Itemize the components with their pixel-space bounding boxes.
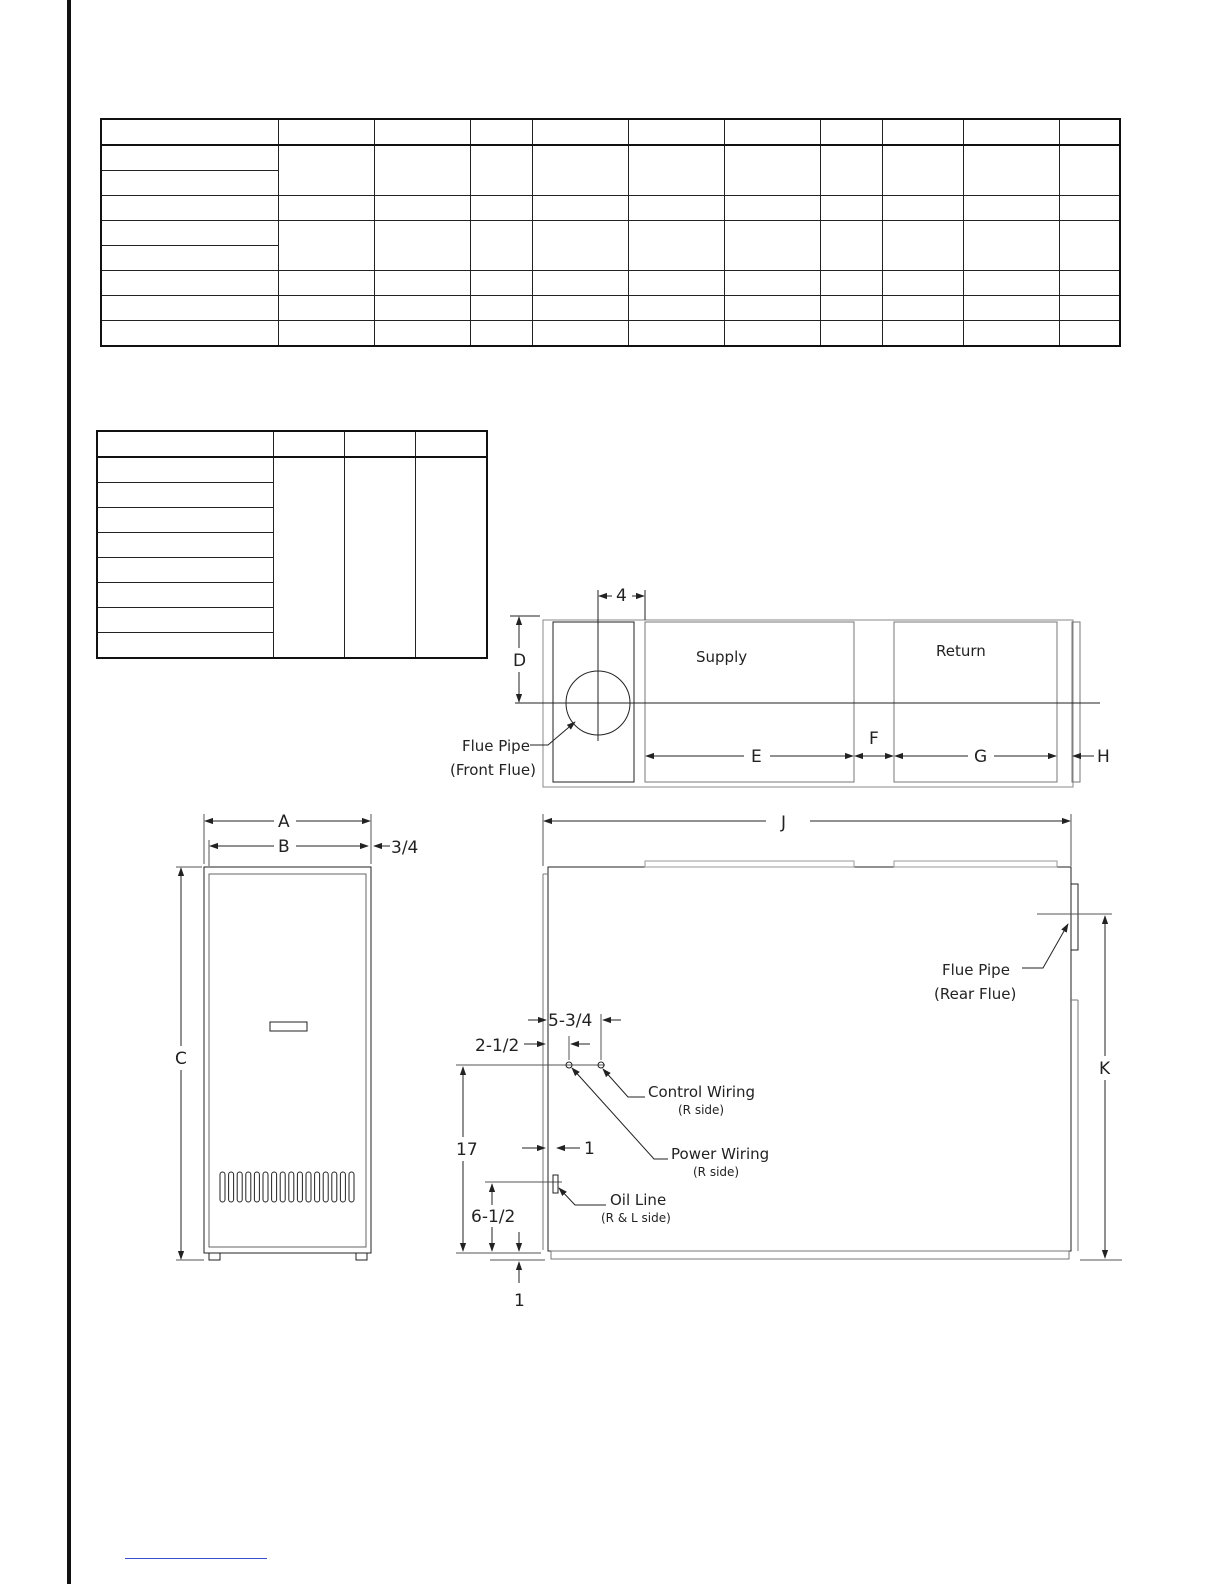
dim-F bbox=[855, 729, 893, 756]
control-wiring-callout bbox=[603, 1069, 755, 1117]
supply-flange bbox=[645, 861, 854, 867]
louver-slot bbox=[220, 1172, 225, 1202]
louver-slot bbox=[306, 1172, 311, 1202]
dim-17-label: 17 bbox=[456, 1140, 478, 1160]
dim-C-label: C bbox=[175, 1049, 187, 1069]
dim-F-label: F bbox=[869, 729, 879, 749]
burner-compartment bbox=[553, 622, 634, 782]
dim-B bbox=[210, 835, 368, 857]
flue-pipe-front-label: Flue Pipe bbox=[462, 737, 530, 755]
flue-pipe-rear-label: Flue Pipe bbox=[942, 961, 1010, 979]
front-foot-left bbox=[209, 1253, 220, 1260]
louver-slot bbox=[246, 1172, 251, 1202]
dim-5-3-4-label: 5-3/4 bbox=[548, 1011, 593, 1031]
dim-2-1-2 bbox=[475, 1036, 590, 1056]
oil-line-side: (R & L side) bbox=[601, 1211, 671, 1225]
louver-slot bbox=[332, 1172, 337, 1202]
dim-D-label: D bbox=[513, 651, 527, 671]
louver-slot bbox=[340, 1172, 345, 1202]
dim-E bbox=[646, 745, 853, 767]
dim-1-oil-label: 1 bbox=[584, 1139, 595, 1159]
oil-line-callout bbox=[559, 1188, 671, 1225]
louver-slot bbox=[315, 1172, 320, 1202]
return-label: Return bbox=[936, 642, 986, 660]
oil-line-label: Oil Line bbox=[610, 1191, 667, 1209]
dim-H bbox=[1073, 747, 1110, 767]
dim-A-label: A bbox=[278, 812, 290, 832]
control-wiring-side: (R side) bbox=[678, 1103, 725, 1117]
flue-pipe-rear-callout bbox=[934, 924, 1068, 1003]
supply-label: Supply bbox=[696, 648, 748, 666]
louver-slot bbox=[349, 1172, 354, 1202]
louver-slot bbox=[323, 1172, 328, 1202]
dim-D bbox=[509, 617, 529, 702]
dim-K bbox=[1095, 916, 1115, 1258]
rear-flue-collar bbox=[1071, 884, 1078, 950]
flue-pipe-front-callout bbox=[450, 722, 575, 779]
dim-6-1-2 bbox=[470, 1184, 516, 1251]
front-door bbox=[209, 874, 366, 1247]
front-foot-right bbox=[356, 1253, 367, 1260]
side-base bbox=[551, 1251, 1069, 1259]
power-wiring-label: Power Wiring bbox=[671, 1145, 770, 1163]
louver-slot bbox=[280, 1172, 285, 1202]
dim-G-label: G bbox=[974, 747, 988, 767]
dim-A bbox=[205, 810, 370, 832]
louver-slot bbox=[272, 1172, 277, 1202]
top-view bbox=[510, 590, 1100, 787]
louver-slot bbox=[297, 1172, 302, 1202]
dim-1-base-label: 1 bbox=[514, 1291, 525, 1311]
dim-K-label: K bbox=[1099, 1059, 1111, 1079]
dim-J-label: J bbox=[781, 813, 787, 833]
dim-1-base bbox=[514, 1232, 525, 1311]
dim-4-label: 4 bbox=[616, 586, 627, 606]
louver-slot bbox=[237, 1172, 242, 1202]
footer-link-underline[interactable] bbox=[125, 1558, 267, 1559]
dim-3-4 bbox=[374, 838, 418, 858]
power-wiring-side: (R side) bbox=[693, 1165, 740, 1179]
dim-J bbox=[544, 809, 1070, 833]
dim-E-label: E bbox=[751, 747, 762, 767]
oil-line-knockout bbox=[553, 1175, 558, 1193]
side-view bbox=[456, 814, 1122, 1260]
flue-pipe-rear-sub: (Rear Flue) bbox=[934, 985, 1017, 1003]
louver-slot bbox=[289, 1172, 294, 1202]
louver-slot bbox=[254, 1172, 259, 1202]
door-handle bbox=[270, 1022, 307, 1031]
dim-1-oil bbox=[522, 1139, 595, 1159]
dim-3-4-label: 3/4 bbox=[391, 838, 419, 858]
return-flange bbox=[894, 861, 1057, 867]
dim-C bbox=[171, 868, 191, 1259]
louver-vents bbox=[220, 1172, 354, 1202]
dim-H-label: H bbox=[1097, 747, 1110, 767]
dim-4 bbox=[599, 584, 644, 606]
dim-6-1-2-label: 6-1/2 bbox=[471, 1207, 516, 1227]
control-wiring-label: Control Wiring bbox=[648, 1083, 756, 1101]
flue-pipe-front-sub: (Front Flue) bbox=[450, 761, 536, 779]
dim-G bbox=[895, 745, 1056, 767]
dim-2-1-2-label: 2-1/2 bbox=[475, 1036, 520, 1056]
front-view bbox=[176, 814, 371, 1260]
louver-slot bbox=[229, 1172, 234, 1202]
dim-5-3-4 bbox=[528, 1011, 621, 1031]
dim-B-label: B bbox=[278, 837, 290, 857]
louver-slot bbox=[263, 1172, 268, 1202]
